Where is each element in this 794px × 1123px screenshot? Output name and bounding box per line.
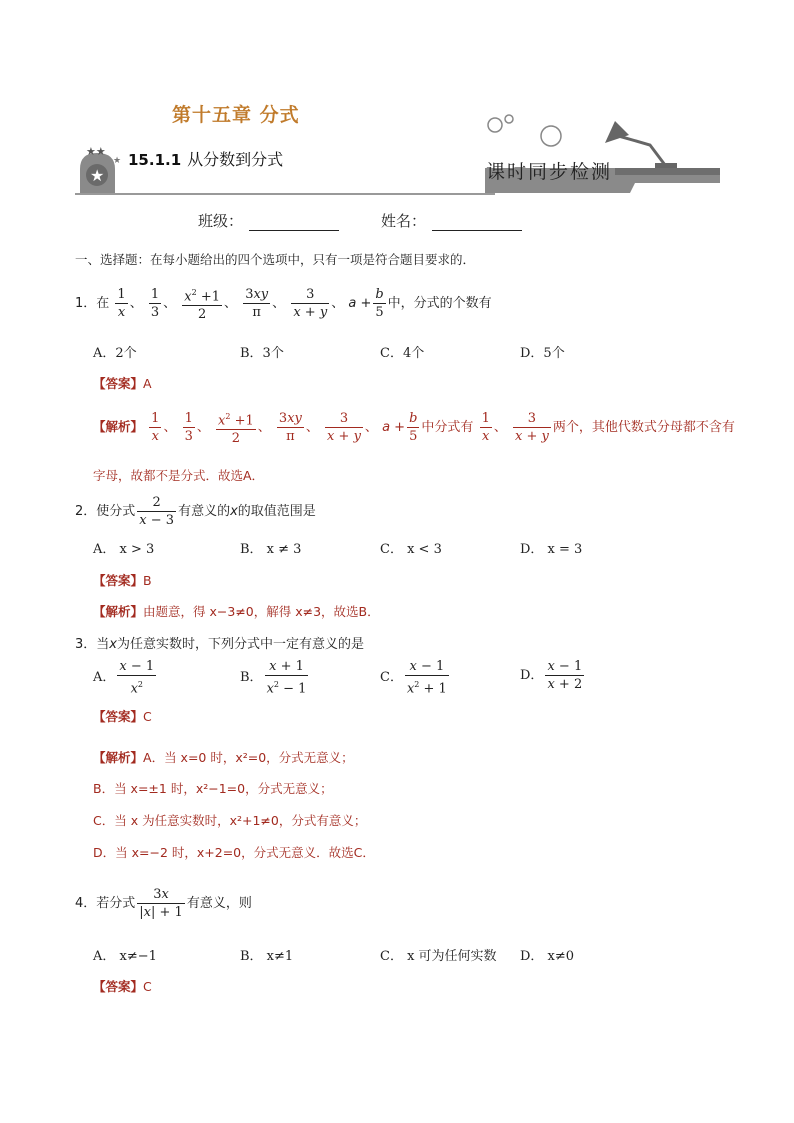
q1-stem [75, 284, 492, 323]
separator: 、 [364, 420, 378, 436]
q3-option-a[interactable] [93, 658, 158, 697]
q1-option-a[interactable]: A．2个 [93, 346, 137, 361]
separator: 、 [331, 296, 345, 312]
answer-label: 【答案】 [93, 709, 144, 724]
chapter-title: 第十五章 分式 [172, 104, 300, 126]
fraction: $\frac{x - 1}{x^2 + 1}$ [406, 659, 447, 697]
q2-post2: 的取值范围是 [237, 504, 316, 519]
q4-option-a[interactable]: A． x≠−1 [93, 949, 157, 964]
q2-pre: 2．使分式 [75, 504, 136, 519]
q4-option-c[interactable]: C． x 可为任何实数 [380, 949, 497, 964]
q2-option-a[interactable]: A． x > 3 [93, 542, 155, 557]
name-label: 姓名： [381, 212, 427, 230]
q3-answer [93, 706, 152, 725]
separator: 、 [257, 420, 271, 436]
fraction: $\frac{x - 1}{x^2}$ [119, 659, 155, 697]
svg-text:★: ★ [113, 156, 122, 166]
analysis-tail: 两个，其他代数式分母都不含有 [552, 420, 735, 436]
fraction: $\frac{x^2 +1}{2}$ [182, 284, 222, 323]
q4-pre: 4．若分式 [75, 896, 136, 911]
answer-value: A [143, 376, 152, 391]
q4-answer [93, 976, 152, 995]
q4-option-d[interactable]: D． x≠0 [520, 949, 575, 964]
q3-analysis [93, 747, 354, 766]
q1-option-b[interactable]: B．3个 [240, 346, 284, 361]
fraction: $\frac{x + 1}{x^2 - 1}$ [266, 659, 307, 697]
class-blank[interactable] [249, 216, 339, 231]
fraction: $\frac{b}{5}$ [409, 411, 418, 445]
star-badge-icon [80, 145, 121, 193]
fraction: $\frac{1}{x}$ [481, 411, 490, 445]
section-number: 15.1.1 [128, 151, 182, 169]
fraction: $\frac{3xy}{\pi}$ [278, 411, 302, 445]
a-plus: a + [382, 420, 406, 436]
q1-number: 1．在 [75, 296, 110, 312]
q3-post: 为任意实数时，下列分式中一定有意义的是 [116, 637, 364, 652]
q3-stem [75, 633, 364, 652]
q1-analysis [93, 408, 735, 447]
fraction: $\frac{1}{x}$ [117, 287, 126, 321]
instructions: 一、选择题：在每小题给出的四个选项中，只有一项是符合题目要求的． [75, 252, 476, 267]
answer-label: 【答案】 [93, 376, 144, 391]
answer-value: C [143, 979, 152, 994]
q3-pre: 3．当 [75, 637, 110, 652]
q1-tail: 中，分式的个数有 [387, 296, 492, 312]
fraction: $\frac{x - 1}{x + 2}$ [547, 659, 583, 692]
q4-stem [75, 886, 252, 921]
q3-option-d[interactable] [520, 658, 586, 693]
fraction: $\frac{2}{x - 3}$ [139, 495, 175, 528]
variable: x [109, 637, 117, 652]
analysis-label: 【解析】 [93, 750, 144, 765]
a-plus: a + [348, 296, 372, 312]
separator: 、 [163, 420, 177, 436]
fraction: $\frac{1}{3}$ [184, 411, 193, 445]
svg-text:★: ★ [90, 166, 105, 185]
analysis-label: 【解析】 [93, 604, 144, 619]
fraction: $\frac{3x}{|x| + 1}$ [139, 887, 183, 920]
q2-stem [75, 494, 316, 529]
analysis-label: 【解析】 [93, 419, 144, 435]
q1-analysis-line2: 字母，故都不是分式．故选A． [93, 468, 265, 483]
q4-option-b[interactable]: B． x≠1 [240, 949, 294, 964]
fraction: $\frac{x^2 +1}{2}$ [216, 408, 256, 447]
q3-option-c[interactable] [380, 658, 451, 697]
student-info [198, 210, 564, 231]
fraction: $\frac{3}{x + y}$ [515, 411, 549, 445]
answer-value: C [143, 709, 152, 724]
fraction: $\frac{3}{x + y}$ [293, 287, 328, 321]
analysis-text: 由题意，得 x−3≠0，解得 x≠3，故选B． [143, 604, 380, 619]
name-blank[interactable] [432, 216, 522, 231]
lamp-icon [605, 121, 677, 168]
q2-option-c[interactable]: C． x < 3 [380, 542, 442, 557]
q1-answer [93, 373, 152, 392]
separator: 、 [493, 420, 507, 436]
separator: 、 [224, 296, 238, 312]
analysis-mid: 中分式有 [421, 420, 474, 436]
fraction: $\frac{1}{3}$ [150, 287, 160, 321]
q4-post: 有意义，则 [186, 896, 252, 911]
svg-text:★★: ★★ [86, 145, 106, 158]
section-title: 从分数到分式 [187, 150, 284, 169]
fraction: $\frac{1}{x}$ [151, 411, 160, 445]
separator: 、 [196, 420, 210, 436]
q3-option-b[interactable] [240, 658, 310, 697]
separator: 、 [305, 420, 319, 436]
answer-label: 【答案】 [93, 979, 144, 994]
badge-text: 课时同步检测 [486, 161, 613, 183]
analysis-line: C．当 x 为任意实数时，x²+1≠0，分式有意义； [93, 813, 367, 828]
q1-option-c[interactable]: C．4个 [380, 346, 425, 361]
separator: 、 [163, 296, 177, 312]
q2-analysis [93, 601, 380, 620]
q2-option-d[interactable]: D． x = 3 [520, 542, 583, 557]
section-heading [128, 147, 283, 170]
answer-label: 【答案】 [93, 573, 144, 588]
class-label: 班级： [198, 212, 244, 230]
option-letter: D． [520, 668, 544, 683]
analysis-line: A．当 x=0 时，x²=0，分式无意义； [143, 750, 354, 765]
q1-option-d[interactable]: D．5个 [520, 346, 565, 361]
option-letter: B． [240, 670, 263, 686]
analysis-line: B．当 x=±1 时，x²−1=0，分式无意义； [93, 781, 333, 796]
q2-option-b[interactable]: B． x ≠ 3 [240, 542, 302, 557]
fraction: $\frac{3xy}{\pi}$ [245, 287, 269, 321]
q2-answer [93, 570, 152, 589]
analysis-line: D．当 x=−2 时，x+2=0，分式无意义．故选C． [93, 845, 375, 860]
option-letter: C． [380, 670, 403, 686]
separator: 、 [272, 296, 286, 312]
fraction: $\frac{b}{5}$ [375, 287, 384, 321]
fraction: $\frac{3}{x + y}$ [327, 411, 361, 445]
separator: 、 [129, 296, 143, 312]
option-letter: A． [93, 670, 116, 686]
q2-post: 有意义的 [178, 504, 231, 519]
answer-value: B [143, 573, 152, 588]
variable: x [230, 504, 238, 519]
